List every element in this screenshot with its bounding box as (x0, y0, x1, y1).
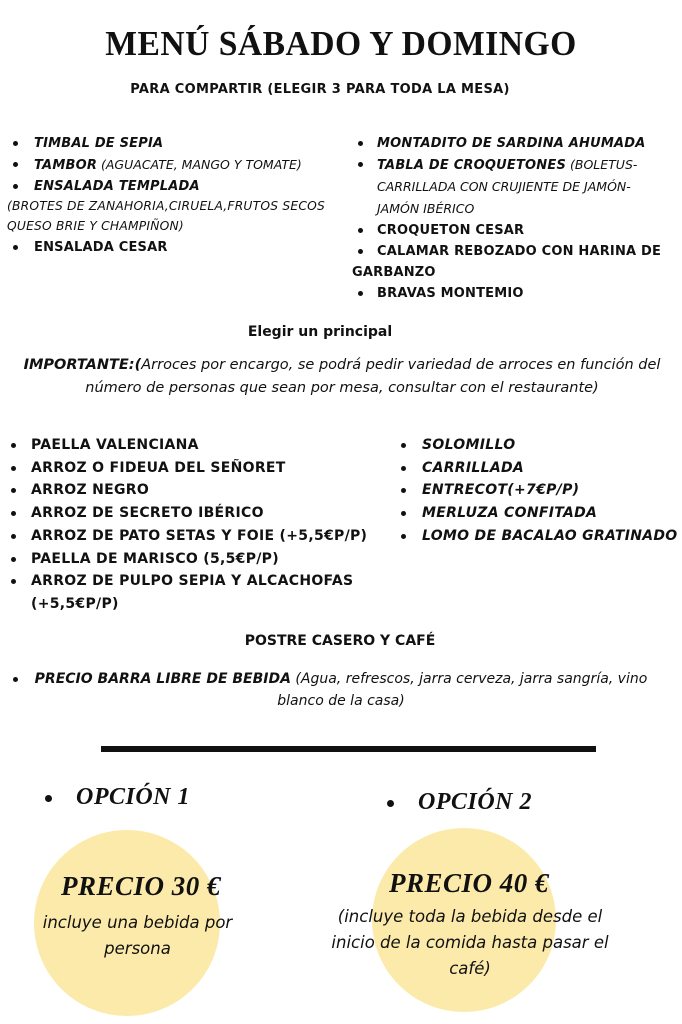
list-item (352, 241, 677, 262)
list-item (398, 479, 680, 502)
croquetones-note (352, 198, 677, 220)
option2-price: PRECIO 40 € (388, 868, 550, 898)
bullet-icon (387, 800, 394, 807)
list-item (10, 237, 355, 258)
bullet-icon (11, 511, 16, 516)
main-item-label: PAELLA DE MARISCO (5,5€P/P) (31, 550, 279, 567)
starter-note: (BOLETUS- (566, 157, 638, 172)
starter-name: GARBANZO (352, 265, 436, 280)
bullet-icon (401, 443, 406, 448)
list-item (8, 570, 388, 593)
list-item (352, 133, 677, 154)
starter-name: CROQUETON CESAR (377, 223, 525, 238)
bullet-icon (11, 534, 16, 539)
drinks-text: (Agua, refrescos, jarra cerveza, jarra sangría, vino blanco de la casa) (277, 671, 648, 709)
main-item-label: ARROZ DE SECRETO IBÉRICO (31, 505, 264, 522)
starter-name: CALAMAR REBOZADO CON HARINA DE (377, 244, 662, 259)
bullet-icon (401, 511, 406, 516)
starters-right-list (352, 133, 677, 304)
list-item (10, 154, 355, 176)
drinks-line (10, 668, 672, 712)
list-item (10, 176, 355, 197)
croquetones-note (352, 176, 677, 198)
calamar-continuation (352, 262, 677, 283)
list-item (8, 434, 388, 457)
croquetones-note-line: CARRILLADA CON CRUJIENTE DE JAMÓN- (377, 179, 631, 194)
bullet-icon (11, 488, 16, 493)
bullet-icon (358, 249, 363, 254)
starter-name: MONTADITO DE SARDINA AHUMADA (377, 136, 646, 151)
bullet-icon (358, 291, 363, 296)
list-item (352, 283, 677, 304)
option2-label: OPCIÓN 2 (418, 789, 533, 815)
starter-name: TABLA DE CROQUETONES (377, 158, 567, 173)
bullet-icon (11, 466, 16, 471)
mains-right-list (398, 434, 680, 548)
list-item (8, 548, 388, 571)
list-item (352, 154, 677, 176)
bullet-icon (13, 184, 18, 189)
pulpo-continuation (8, 593, 388, 616)
main-item-label: ARROZ DE PATO SETAS Y FOIE (+5,5€P/P) (31, 527, 368, 544)
important-label: IMPORTANTE:( (23, 357, 142, 373)
list-item (8, 457, 388, 480)
list-item (8, 502, 388, 525)
templada-note (7, 196, 357, 236)
bullet-icon (11, 557, 16, 562)
main-item-label: ARROZ DE PULPO SEPIA Y ALCACHOFAS (31, 573, 354, 590)
starter-name: ENSALADA TEMPLADA (34, 179, 200, 194)
bullet-icon (401, 534, 406, 539)
starter-name: TAMBOR (34, 158, 98, 173)
bullet-icon (358, 228, 363, 233)
bullet-icon (358, 141, 363, 146)
main-item-label: SOLOMILLO (422, 437, 516, 453)
bullet-icon (401, 466, 406, 471)
option1-label: OPCIÓN 1 (76, 784, 191, 810)
bullet-icon (13, 162, 18, 167)
main-item-label: CARRILLADA (422, 459, 525, 476)
list-item (352, 220, 677, 241)
dessert-heading: POSTRE CASERO Y CAFÉ (244, 633, 436, 649)
main-item-label: ARROZ NEGRO (31, 482, 150, 499)
starters-left-list-2 (10, 237, 355, 258)
main-item-label: ARROZ O FIDEUA DEL SEÑORET (31, 459, 286, 476)
starter-name: BRAVAS MONTEMIO (377, 286, 524, 301)
bullet-icon (13, 245, 18, 250)
templada-note-line: (BROTES DE ZANAHORIA,CIRUELA,FRUTOS SECOS (7, 199, 325, 213)
starter-name: TIMBAL DE SEPIA (34, 136, 164, 151)
list-item (398, 434, 680, 457)
mains-left-list (8, 434, 388, 616)
main-item-label: LOMO DE BACALAO GRATINADO (422, 527, 678, 544)
croquetones-note-line: JAMÓN IBÉRICO (377, 201, 475, 216)
important-note (8, 354, 676, 400)
important-text: Arroces por encargo, se podrá pedir variedad de arroces en función del número de personas que sean por mesa, consultar con el restaurante) (85, 357, 661, 396)
divider (101, 746, 596, 752)
menu-title: MENÚ SÁBADO Y DOMINGO (105, 24, 577, 63)
drinks-label: PRECIO BARRA LIBRE DE BEBIDA (34, 671, 291, 687)
list-item (8, 479, 388, 502)
share-heading: PARA COMPARTIR (ELEGIR 3 PARA TODA LA MESA) (130, 82, 510, 97)
main-heading: Elegir un principal (247, 324, 393, 340)
main-item-label: (+5,5€P/P) (31, 595, 119, 612)
list-item (10, 133, 355, 154)
option2-desc: (incluye toda la bebida desde el inicio de la comida hasta pasar el café) (331, 907, 609, 978)
starter-note: (AGUACATE, MANGO Y TOMATE) (97, 157, 302, 172)
main-item-label: ENTRECOT(+7€P/P) (422, 482, 580, 499)
option1-desc: incluye una bebida por persona (42, 913, 233, 958)
bullet-icon (11, 579, 16, 584)
bullet-icon (358, 162, 363, 167)
list-item (8, 525, 388, 548)
bullet-icon (13, 141, 18, 146)
list-item (398, 502, 680, 525)
bullet-icon (45, 795, 52, 802)
main-item-label: MERLUZA CONFITADA (422, 505, 598, 522)
bullet-icon (401, 488, 406, 493)
templada-note-line: QUESO BRIE Y CHAMPIÑON) (7, 219, 184, 233)
list-item (398, 525, 680, 548)
main-item-label: PAELLA VALENCIANA (31, 437, 199, 453)
option1-price: PRECIO 30 € (60, 871, 222, 901)
starter-name: ENSALADA CESAR (34, 240, 168, 255)
starters-left-list (10, 133, 355, 197)
bullet-icon (11, 443, 16, 448)
list-item (398, 457, 680, 480)
